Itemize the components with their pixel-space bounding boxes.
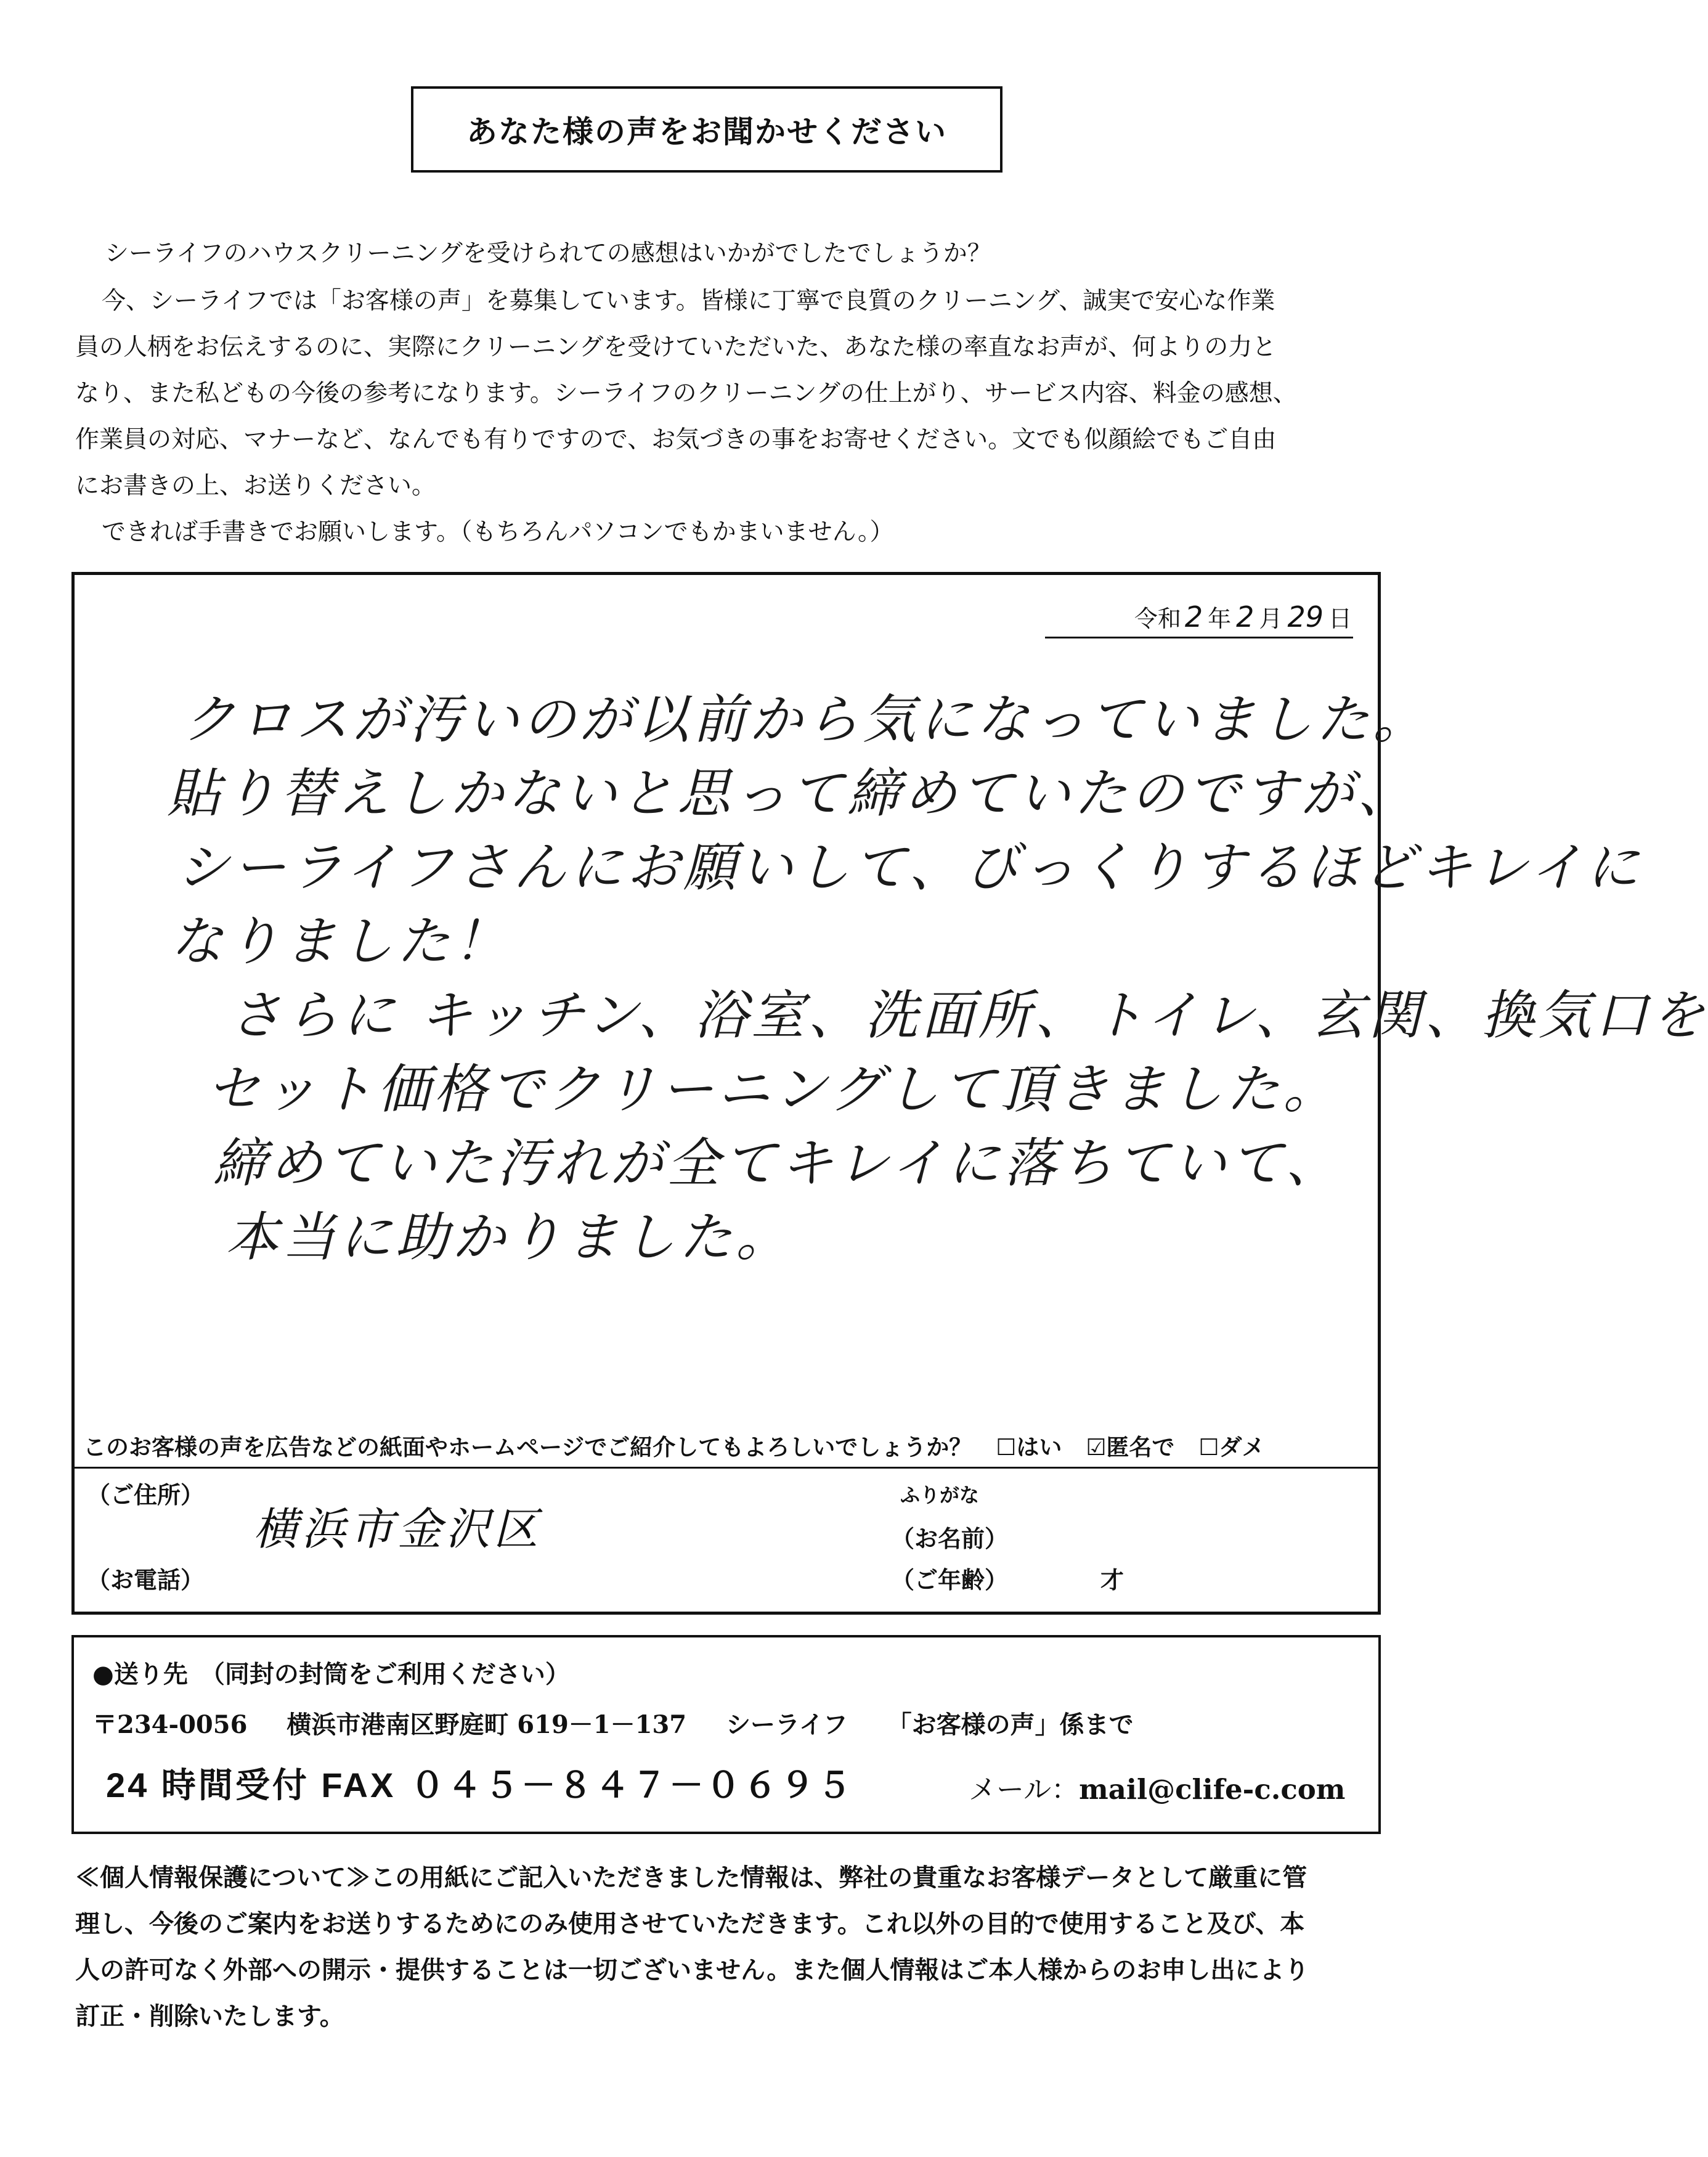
- phone-label: （お電話）: [87, 1566, 205, 1594]
- date-month: 2: [1236, 600, 1255, 634]
- intro-line: にお書きの上、お送りください。: [75, 472, 436, 500]
- checkbox-checked-icon[interactable]: ☑: [1086, 1434, 1107, 1461]
- age-label: （ご年齢）: [891, 1566, 1009, 1594]
- mail-label: メール：: [969, 1773, 1080, 1806]
- handwritten-line: クロスが汚いのが以前から気になっていました。: [182, 689, 1429, 751]
- send-address: [92, 1705, 1165, 1740]
- department: 「お客様の声」係まで: [887, 1710, 1134, 1739]
- consent-option-yes[interactable]: ☐はい: [996, 1433, 1062, 1461]
- intro-line: 作業員の対応、マナーなど、なんでも有りですので、お気づきの事をお寄せください。文でも似顔絵でもご自由: [75, 426, 1277, 454]
- send-to-box: [71, 1635, 1381, 1834]
- handwritten-line: さらに キッチン、浴室、洗面所、トイレ、玄関、換気口を: [229, 985, 1708, 1046]
- form-title: あなた様の声をお聞かせください: [411, 86, 1002, 173]
- handwritten-line: なりました！: [170, 911, 510, 972]
- consent-option-anonymous[interactable]: ☑匿名で: [1086, 1433, 1175, 1461]
- intro-line: シーライフのハウスクリーニングを受けられての感想はいかがでしたでしょうか？: [105, 240, 991, 267]
- address-value[interactable]: 横浜市金沢区: [253, 1503, 542, 1555]
- privacy-line: 理し、今後のご案内をお送りするためにのみ使用させていただきます。これ以外の目的で使用すること及び、本: [75, 1909, 1305, 1938]
- date-field[interactable]: [1134, 600, 1353, 634]
- date-month-unit: 月: [1259, 605, 1283, 632]
- privacy-line: ≪個人情報保護について≫この用紙にご記入いただきました情報は、弊社の貴重なお客様データとして厳重に管: [75, 1863, 1307, 1892]
- handwritten-line: 本当に助かりました。: [226, 1207, 792, 1268]
- handwritten-line: 貼り替えしかないと思って締めていたのですが、: [167, 763, 1414, 825]
- intro-line: なり、また私どもの今後の参考になります。シーライフのクリーニングの仕上がり、サービス内容、料金の感想、: [75, 380, 1297, 407]
- handwritten-line: シーライフさんにお願いして、びっくりするほどキレイに: [176, 837, 1643, 899]
- mail-address-link[interactable]: mail@clife-c.com: [1079, 1773, 1346, 1806]
- fax-line: [106, 1758, 854, 1808]
- street-address: 横浜市港南区野庭町 619－1－137: [287, 1710, 687, 1739]
- date-underline: [1045, 637, 1353, 638]
- date-day-unit: 日: [1328, 605, 1352, 632]
- fax-number: ０４５－８４７－０６９５: [410, 1765, 854, 1806]
- name-label: （お名前）: [891, 1525, 1009, 1552]
- send-heading: ●送り先 （同封の封筒をご利用ください）: [92, 1660, 570, 1689]
- mail-line: [969, 1767, 1345, 1807]
- privacy-line: 人の許可なく外部への開示・提供することは一切ございません。また個人情報はご本人様からのお申し出により: [75, 1955, 1309, 1984]
- intro-line: できれば手書きでお願いします。（もちろんパソコンでもかまいません。）: [102, 518, 894, 546]
- consent-question: このお客様の声を広告などの紙面やホームページでご紹介してもよろしいでしょうか？: [83, 1433, 972, 1461]
- fax-label: 24 時間受付 FAX: [106, 1766, 396, 1804]
- handwritten-line: 締めていた汚れが全てキレイに落ちていて、: [213, 1133, 1343, 1194]
- date-year: 2: [1184, 600, 1203, 634]
- feedback-box: [71, 572, 1708, 1615]
- divider: [75, 1467, 1378, 1469]
- intro-line: 今、シーライフでは「お客様の声」を募集しています。皆様に丁寧で良質のクリーニング、誠実で安心な作業: [102, 287, 1275, 315]
- address-label: （ご住所）: [87, 1481, 205, 1509]
- furigana-label: ふりがな: [900, 1483, 980, 1507]
- company-name: シーライフ: [726, 1710, 848, 1739]
- checkbox-empty-icon[interactable]: ☐: [996, 1434, 1017, 1461]
- age-unit: 才: [1100, 1566, 1124, 1594]
- intro-line: 員の人柄をお伝えするのに、実際にクリーニングを受けていただいた、あなた様の率直なお声が、何よりの力と: [75, 333, 1277, 361]
- date-day: 29: [1287, 600, 1324, 634]
- postal-code: 〒234-0056: [92, 1710, 248, 1739]
- date-era: 令和: [1134, 605, 1181, 632]
- privacy-line: 訂正・削除いたします。: [75, 2002, 344, 2031]
- handwritten-line: セット価格でクリーニングして頂きました。: [207, 1059, 1340, 1120]
- consent-option-no[interactable]: ☐ダメ: [1198, 1433, 1265, 1461]
- checkbox-empty-icon[interactable]: ☐: [1198, 1434, 1219, 1461]
- consent-row: [83, 1429, 1264, 1462]
- date-year-unit: 年: [1208, 605, 1232, 632]
